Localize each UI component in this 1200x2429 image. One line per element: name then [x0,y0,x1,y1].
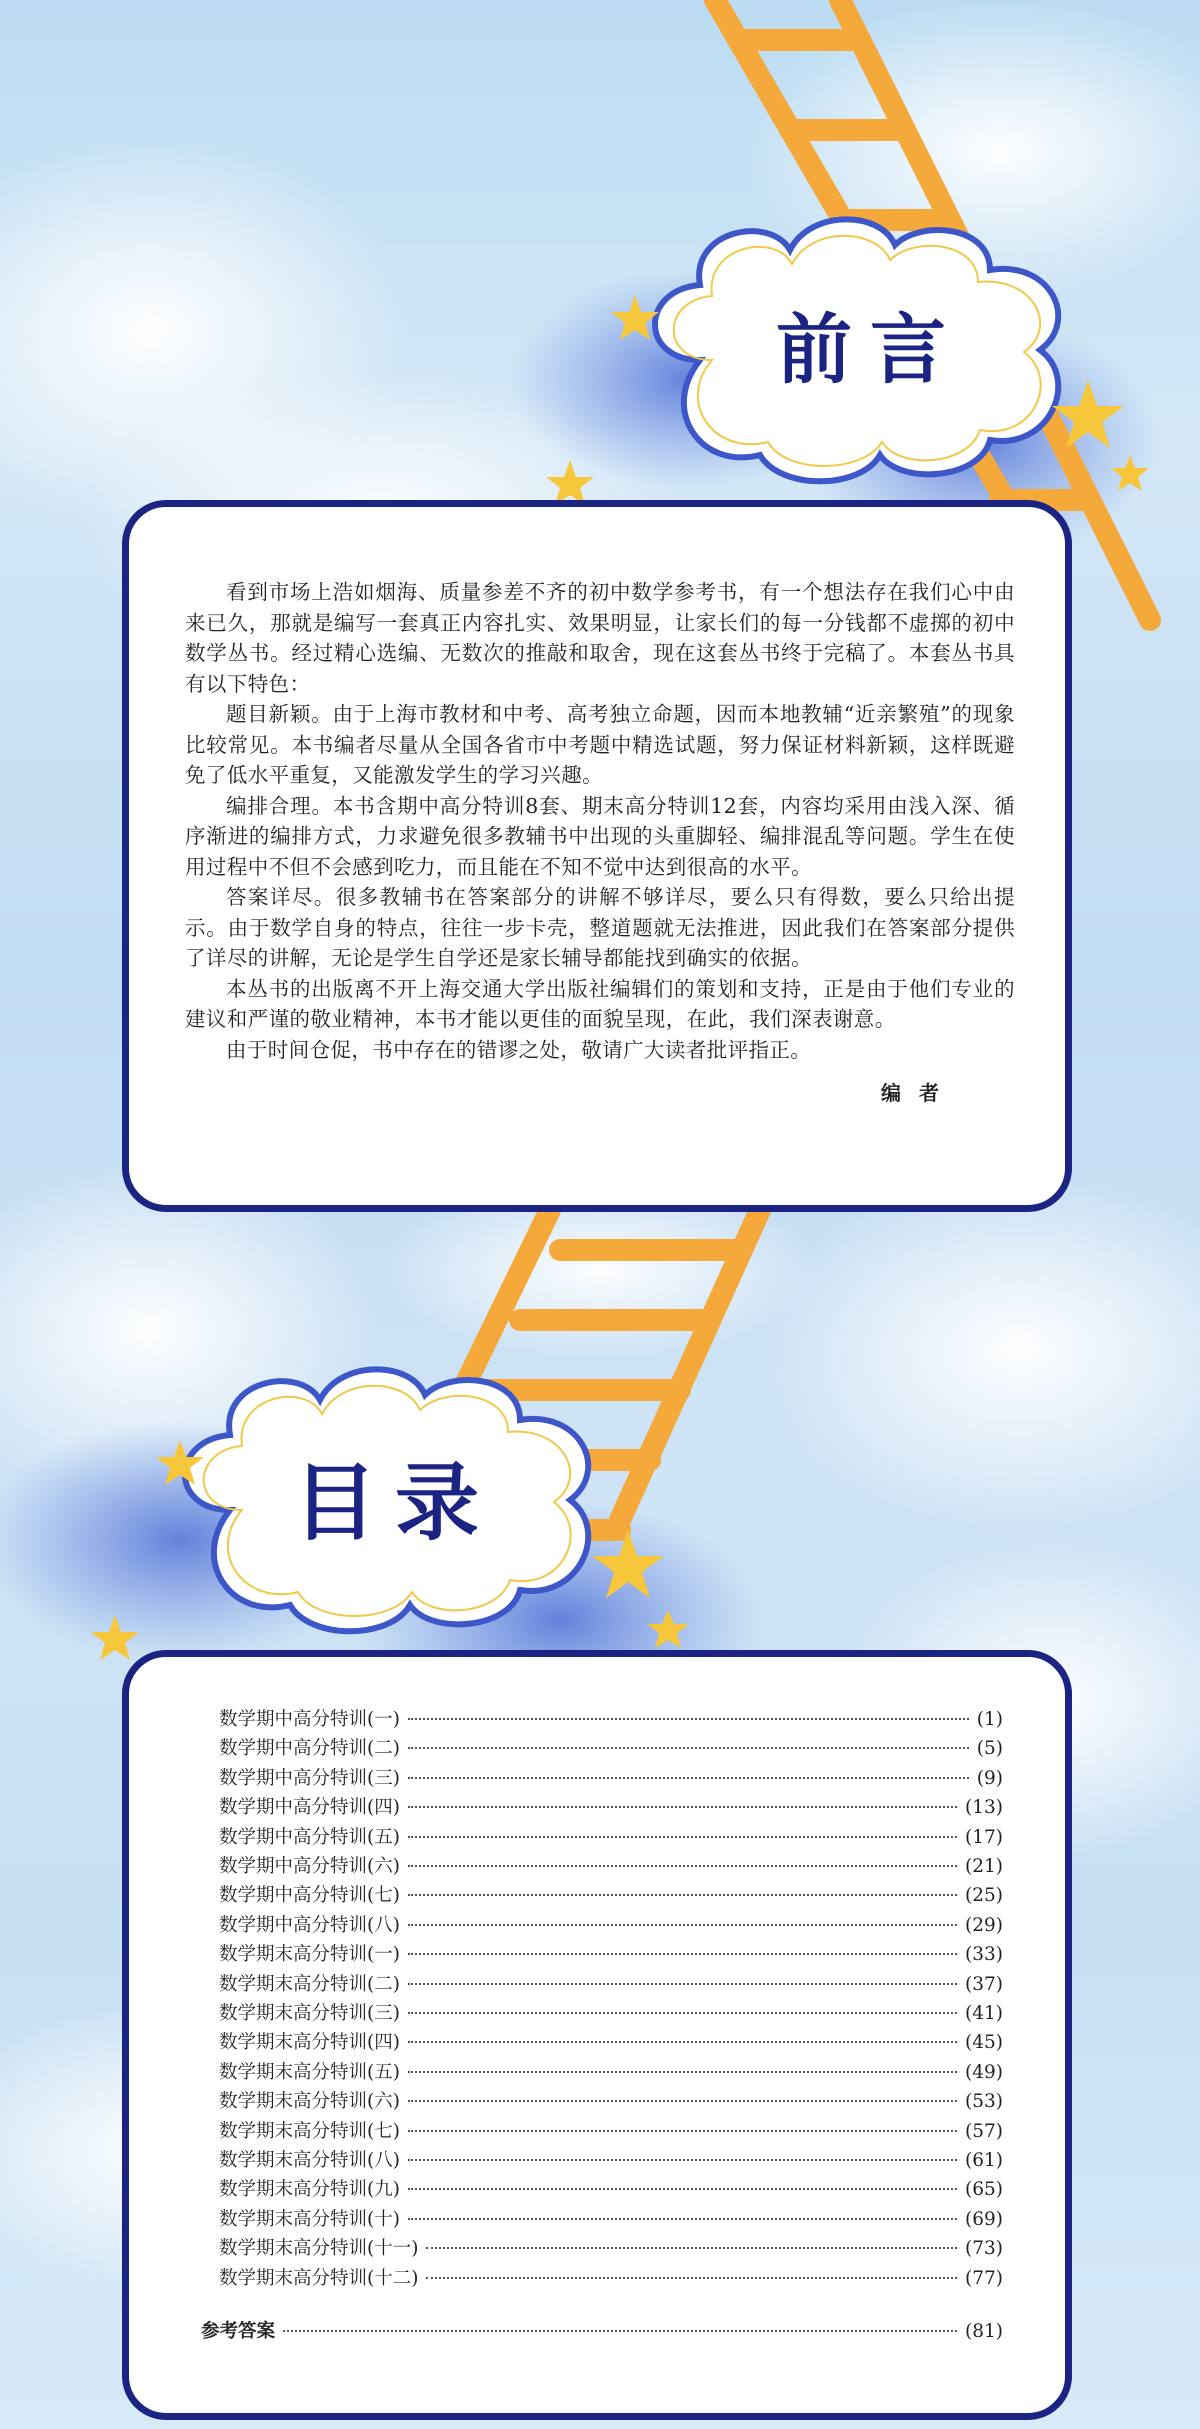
toc-leader-dots [408,1747,969,1749]
toc-entry-page: (69) [965,2208,1003,2230]
toc-leader-dots [408,1836,957,1838]
preface-paragraph: 看到市场上浩如烟海、质量参差不齐的初中数学参考书，有一个想法存在我们心中由来已久，那就是编写一套真正内容扎实、效果明显，让家长们的每一分钱都不虚掷的初中数学丛书。经过精心选编、无数次的推敲和取舍，现在这套丛书终于完稿了。本套丛书具有以下特色： [185,580,1015,696]
preface-heading: 前言 [776,305,964,394]
toc-entry[interactable] [219,1793,1003,1819]
toc-entry-title: 数学期末高分特训(七) [219,2120,400,2142]
toc-entry-page: (45) [965,2032,1003,2054]
toc-entry-page: (1) [976,1709,1003,1730]
toc-entry[interactable] [219,1705,1003,1731]
toc-entry[interactable] [219,2234,1003,2260]
toc-leader-dots [408,2012,957,2014]
toc-entry-title: 数学期中高分特训(七) [219,1885,400,1907]
toc-leader-dots [408,1718,969,1720]
toc-entry-title: 数学期末高分特训(二) [219,1973,400,1995]
toc-entry[interactable] [219,2146,1003,2172]
toc-leader-dots [408,1865,957,1867]
toc-entry-page: (21) [965,1856,1003,1877]
toc-entry[interactable] [219,1911,1003,1937]
toc-leader-dots [408,1953,957,1955]
toc-entry[interactable] [219,1734,1003,1760]
toc-entry[interactable] [219,1852,1003,1878]
preface-paragraph: 题目新颖。由于上海市教材和中考、高考独立命题，因而本地教辅“近亲繁殖”的现象比较常见。本书编者尽量从全国各省市中考题中精选试题，努力保证材料新颖，这样既避免了低水平重复，又能激发学生的学习兴趣。 [185,702,1015,787]
toc-leader-dots [408,2130,957,2132]
preface-paragraph: 编排合理。本书含期中高分特训8套、期末高分特训12套，内容均采用由浅入深、循序渐进的编排方式，力求避免很多教辅书中出现的头重脚轻、编排混乱等问题。学生在使用过程中不但不会感到吃力，而且能在不知不觉中达到很高的水平。 [185,793,1015,879]
toc-entry-page: (77) [965,2267,1003,2289]
toc-entry-page: (49) [965,2061,1003,2083]
toc-entry[interactable] [219,1999,1003,2025]
toc-leader-dots [408,2159,957,2161]
toc-entry-page: (41) [965,2003,1003,2024]
preface-paragraph: 由于时间仓促，书中存在的错谬之处，敬请广大读者批评指正。 [226,1037,812,1062]
toc-entry-title: 数学期末高分特训(一) [219,1944,400,1966]
toc-entry[interactable] [219,1940,1003,1966]
toc-entry-title: 数学期中高分特训(三) [219,1767,400,1789]
toc-entry[interactable] [219,1970,1003,1996]
toc-leader-dots [408,2188,957,2190]
toc-entry-page: (65) [965,2179,1003,2201]
toc-entry-page: (61) [965,2150,1003,2171]
toc-answers-row[interactable] [201,2317,1003,2343]
toc-entry[interactable] [219,2087,1003,2113]
toc-entry-title: 数学期中高分特训(一) [219,1709,400,1730]
toc-entry-title: 数学期中高分特训(八) [219,1914,400,1936]
toc-entry-title: 数学期末高分特训(四) [219,2032,400,2054]
toc-entry-title: 数学期末高分特训(十) [219,2208,400,2230]
toc-entry-title: 数学期中高分特训(二) [219,1738,400,1760]
toc-entry[interactable] [219,2175,1003,2201]
toc-leader-dots [426,2277,957,2279]
toc-heading: 目录 [292,1454,497,1552]
toc-entry[interactable] [219,1823,1003,1849]
preface-panel [122,500,1072,1212]
toc-leader-dots [408,1777,969,1779]
toc-entry-page: (37) [965,1973,1003,1995]
toc-entry[interactable] [219,2058,1003,2084]
toc-entry-page: (5) [976,1738,1003,1760]
toc-leader-dots [408,2100,957,2102]
toc-entry-title: 数学期末高分特训(六) [219,2091,400,2113]
toc-entry-page: (53) [965,2091,1003,2113]
toc-entry-page: (17) [965,1826,1003,1848]
preface-paragraph: 本丛书的出版离不开上海交通大学出版社编辑们的策划和支持，正是由于他们专业的建议和严谨的敬业精神，本书才能以更佳的面貌呈现，在此，我们深表谢意。 [185,976,1015,1031]
toc-leader-dots [426,2247,957,2249]
toc-entry-page: (9) [976,1767,1003,1789]
toc-entry-title: 数学期末高分特训(八) [219,2150,400,2171]
toc-entry-title: 数学期中高分特训(五) [219,1826,400,1848]
toc-entry[interactable] [219,1764,1003,1790]
toc-entry-page: (29) [965,1914,1003,1936]
toc-entry[interactable] [219,2264,1003,2290]
toc-answers-title: 参考答案 [201,2321,276,2342]
toc-entry-page: (13) [965,1797,1003,1819]
toc-leader-dots [408,2071,957,2073]
toc-entry-title: 数学期末高分特训(九) [219,2179,400,2201]
toc-entry-page: (73) [965,2238,1003,2260]
toc-entry-page: (25) [965,1885,1003,1907]
toc-entry-title: 数学期末高分特训(十一) [219,2238,419,2260]
toc-entry-page: (33) [965,1944,1003,1966]
toc-entry[interactable] [219,2205,1003,2231]
toc-leader-dots [408,1983,957,1985]
preface-paragraph: 答案详尽。很多教辅书在答案部分的讲解不够详尽，要么只有得数，要么只给出提示。由于数学自身的特点，往往一步卡壳，整道题就无法推进，因此我们在答案部分提供了详尽的讲解，无论是学生自学还是家长辅导都能找到确实的依据。 [185,885,1015,970]
toc-entry[interactable] [219,1881,1003,1907]
preface-body [185,577,1015,1065]
toc-leader-dots [408,2041,957,2043]
toc-entry[interactable] [219,2117,1003,2143]
toc-entry-title: 数学期末高分特训(十二) [219,2267,419,2289]
toc-entry-title: 数学期末高分特训(三) [219,2003,400,2024]
toc-entry-title: 数学期中高分特训(四) [219,1797,400,1819]
toc-leader-dots [408,2218,957,2220]
toc-answers-page: (81) [965,2321,1003,2342]
toc-entry-page: (57) [965,2120,1003,2142]
toc-leader-dots [408,1806,957,1808]
toc-entry-title: 数学期末高分特训(五) [219,2061,400,2083]
toc-panel [122,1650,1072,2420]
toc-entry[interactable] [219,2028,1003,2054]
toc-entry-title: 数学期中高分特训(六) [219,1856,400,1877]
toc-leader-dots [408,1894,957,1896]
preface-signature: 编者 [881,1081,957,1105]
toc-leader-dots [283,2330,957,2332]
toc-leader-dots [408,1924,957,1926]
